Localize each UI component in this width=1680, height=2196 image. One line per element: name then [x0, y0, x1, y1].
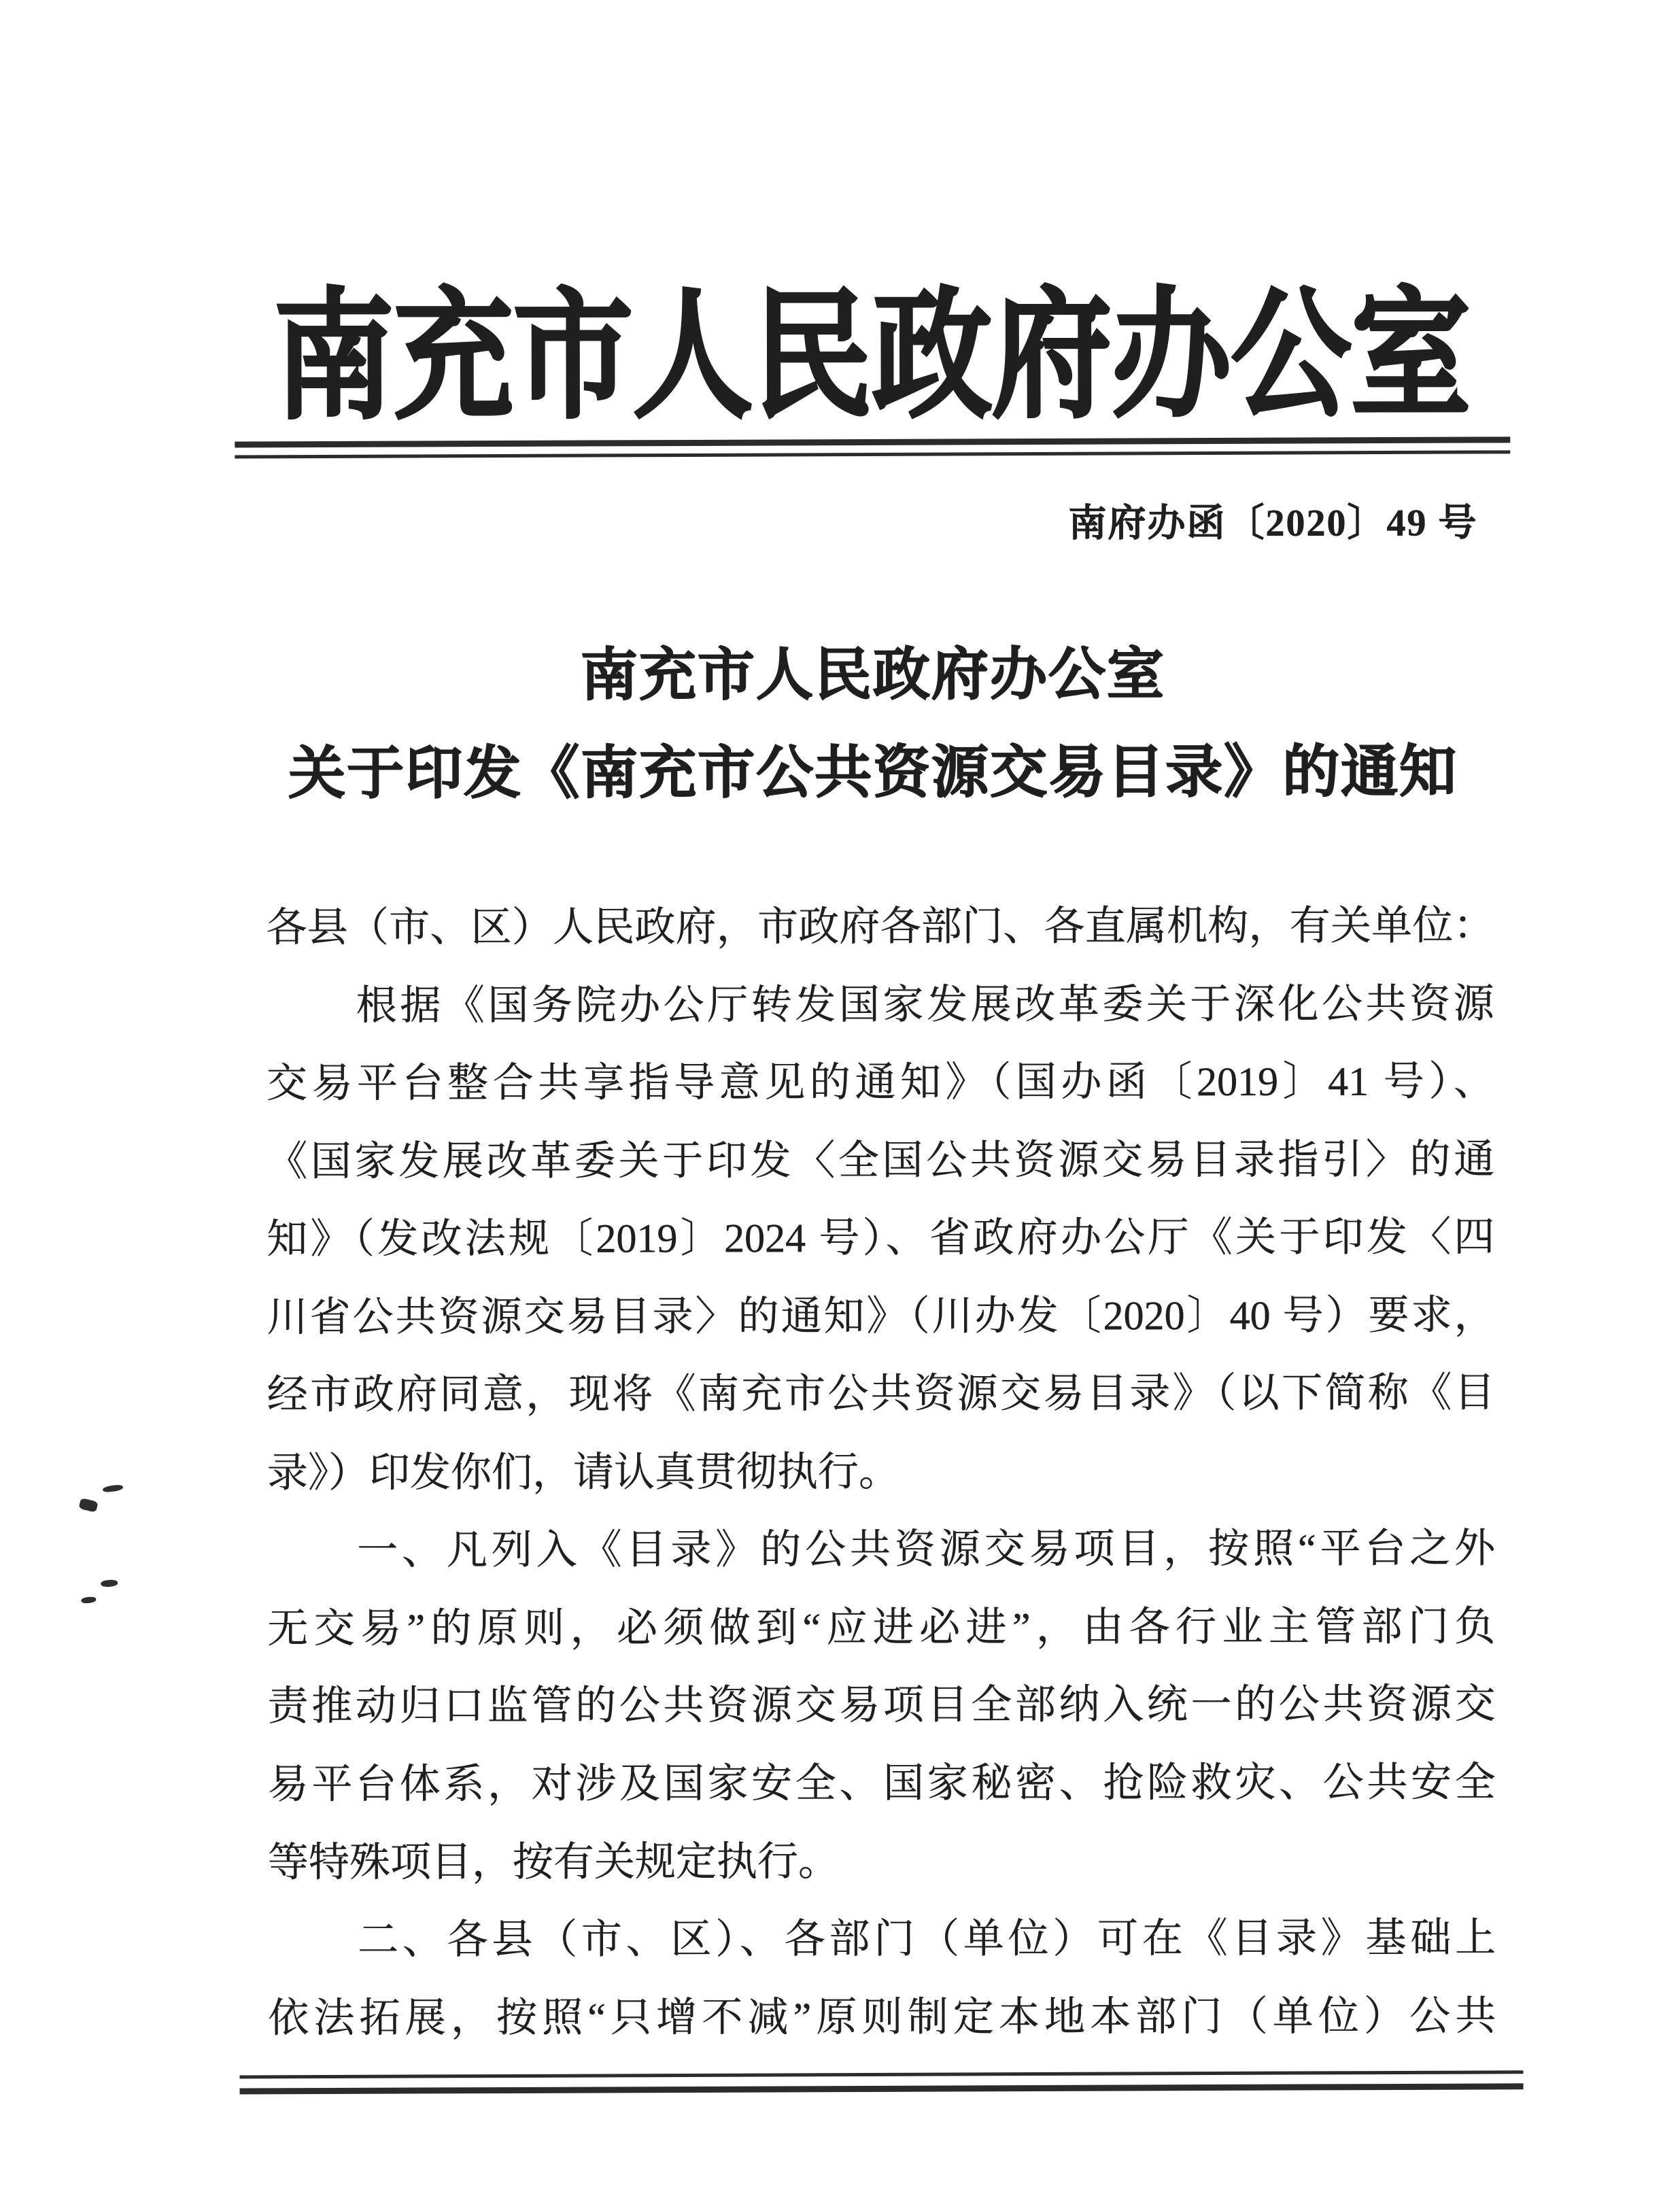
body-line: 各县（市、区）人民政府，市政府各部门、各直属机构，有关单位：: [266, 903, 1494, 950]
body-line: 交易平台整合共享指导意见的通知》（国办函〔2019〕41 号）、: [266, 1059, 1495, 1106]
footer-rule-thick: [240, 2083, 1524, 2094]
body-line: 《国家发展改革委关于印发〈全国公共资源交易目录指引〉的通: [267, 1136, 1495, 1184]
header-rule-thin: [235, 450, 1510, 458]
body-line: 知》（发改法规〔2019〕2024 号）、省政府办公厅《关于印发〈四: [267, 1214, 1495, 1262]
body-line: 易平台体系，对涉及国家安全、国家秘密、抢险救灾、公共安全: [267, 1760, 1496, 1807]
body-line: 责推动归口监管的公共资源交易项目全部纳入统一的公共资源交: [267, 1681, 1496, 1729]
body-line: 二、各县（市、区）、各部门（单位）可在《目录》基础上: [358, 1915, 1496, 1963]
body-line: 经市政府同意，现将《南充市公共资源交易目录》（以下简称《目: [267, 1370, 1495, 1418]
body-line: 依法拓展，按照“只增不减”原则制定本地本部门（单位）公共: [268, 1993, 1496, 2041]
body-line: 一、凡列入《目录》的公共资源交易项目，按照“平台之外: [357, 1526, 1496, 1573]
scan-speck: [101, 1579, 118, 1588]
scan-speck: [81, 1596, 97, 1604]
title-line-2: 关于印发《南充市公共资源交易目录》的通知: [288, 740, 1458, 806]
body-line: 无交易”的原则，必须做到“应进必进”，由各行业主管部门负: [267, 1604, 1496, 1651]
scan-speck: [103, 1484, 124, 1493]
header-rule-thick: [235, 436, 1510, 447]
body-line: 录》）印发你们，请认真贯彻执行。: [267, 1449, 900, 1496]
body-line: 等特殊项目，按有关规定执行。: [267, 1838, 840, 1885]
body-lines: [267, 903, 1496, 2073]
body-line: 川省公共资源交易目录〉的通知》（川办发〔2020〕40 号）要求，: [267, 1292, 1495, 1340]
title-line-1: 南充市人民政府办公室: [580, 643, 1165, 708]
document-number: 南府办函〔2020〕49 号: [1068, 502, 1478, 545]
scan-speck: [79, 1498, 99, 1513]
body-line: 根据《国务院办公厅转发国家发展改革委关于深化公共资源: [356, 980, 1494, 1028]
letterhead-title: 南充市人民政府办公室: [273, 279, 1471, 436]
